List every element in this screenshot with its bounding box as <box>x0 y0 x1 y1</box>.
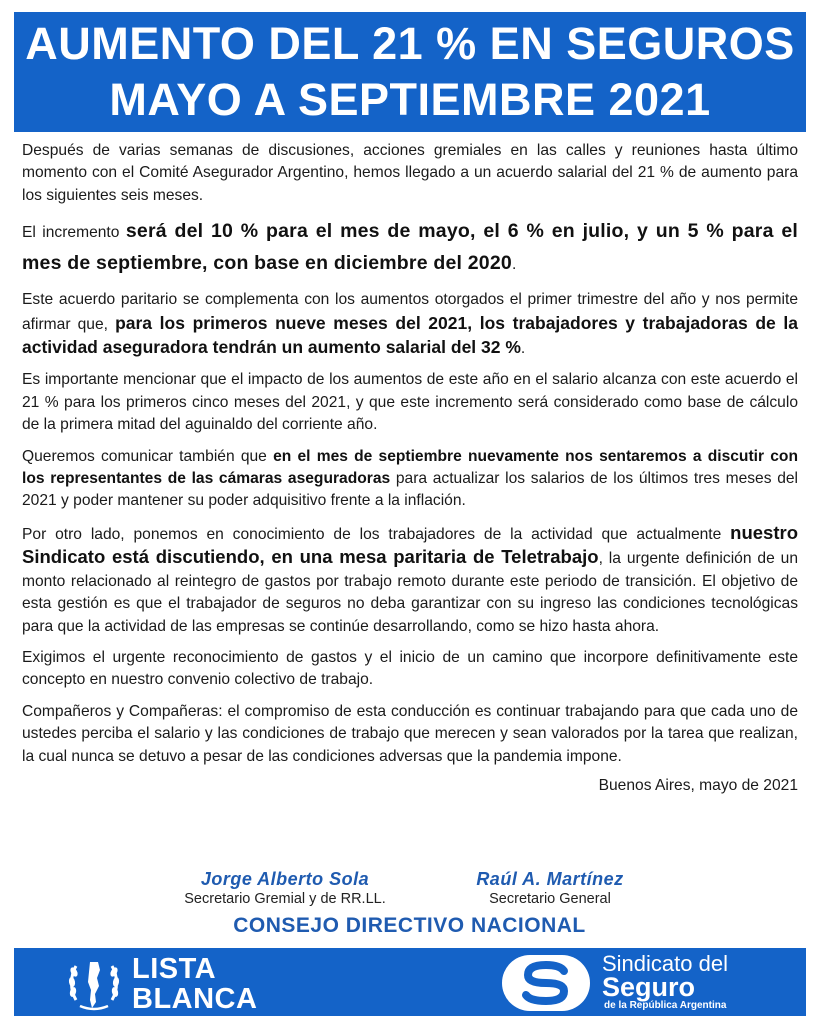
council-name: CONSEJO DIRECTIVO NACIONAL <box>233 914 586 937</box>
signatures <box>0 868 819 912</box>
september-highlight: en el mes de septiembre nuevamente nos sentaremos a discutir con los representantes de las cámaras aseguradoras <box>22 447 798 488</box>
lista-line-2: BLANCA <box>132 983 258 1015</box>
agreement-end: . <box>520 340 526 358</box>
paragraph-telework <box>22 522 798 638</box>
union-name-line-3: de la República Argentina <box>604 1000 727 1011</box>
paragraph-september <box>22 446 798 513</box>
signature-name: Jorge Alberto Sola <box>200 869 370 889</box>
signature-role: Secretario Gremial y de RR.LL. <box>184 891 386 907</box>
paragraph-impact: Es importante mencionar que el impacto de los aumentos de este año en el salario alcanza con este acuerdo el 21 % para los primeros cinco meses del 2021, y que este incremento será considerado como base de cálculo de la primera mitad del aguinaldo del corriente año. <box>22 371 798 434</box>
signoff-date: Buenos Aires, mayo de 2021 <box>598 776 798 794</box>
increment-highlight: será del 10 % para el mes de mayo, el 6 % en julio, y un 5 % para el mes de septiembre, con base en diciembre del 2020 <box>22 220 798 275</box>
increment-lead: El incremento <box>22 224 126 242</box>
argentina-map-laurel-emblem-icon <box>66 956 122 1012</box>
union-name-line-1: Sindicato del <box>602 951 728 976</box>
signature-name: Raúl A. Martínez <box>476 869 624 889</box>
paragraph-agreement <box>22 289 798 360</box>
agreement-highlight: para los primeros nueve meses del 2021, los trabajadores y trabajadoras de la actividad aseguradora tendrán un aumento salarial del 32 % <box>22 312 798 358</box>
paragraph-closing: Compañeros y Compañeras: el compromiso de esta conducción es continuar trabajando para que cada uno de ustedes perciba el salario y las condiciones de trabajo que merecen y sean valorados por la tarea que realizan, la cual nunca se detuvo a pesar de las condiciones adversas que la pandemia impone. <box>22 702 798 765</box>
title-line-2: MAYO A SEPTIEMBRE 2021 <box>109 74 711 125</box>
telework-highlight: nuestro Sindicato está discutiendo, en una mesa paritaria de Teletrabajo <box>22 521 798 568</box>
signature-1 <box>150 868 420 908</box>
signature-2 <box>430 868 670 908</box>
union-name-line-2: Seguro <box>602 972 696 1002</box>
paragraph-increment <box>22 216 798 280</box>
september-end: para actualizar los salarios de los últimos tres meses del 2021 y poder mantener su poder adquisitivo frente a la inflación. <box>22 470 798 510</box>
increment-end: . <box>511 256 517 274</box>
lista-line-1: LISTA <box>132 953 217 985</box>
signature-role: Secretario General <box>489 891 611 907</box>
telework-lead: Por otro lado, ponemos en conocimiento de los trabajadores de la actividad que actualmente <box>22 525 731 543</box>
agreement-lead: Este acuerdo paritario se complementa con los aumentos otorgados el primer trimestre del año y nos permite afirmar que, <box>22 291 798 333</box>
s-logo-icon <box>502 955 590 1011</box>
telework-end: , la urgente definición de un monto relacionado al reintegro de gastos por trabajo remoto durante este periodo de transición. El objetivo de esta gestión es que el trabajador de seguros no deba garantizar con su ingreso las condiciones tecnológicas para que la actividad de las empresas se continúe desarrollando, como se hizo hasta ahora. <box>22 550 798 635</box>
september-lead: Queremos comunicar también que <box>22 447 274 465</box>
lista-blanca <box>132 954 257 1014</box>
body-text <box>22 140 798 797</box>
title-banner <box>14 12 806 132</box>
paragraph-intro: Después de varias semanas de discusiones, acciones gremiales en las calles y reuniones hasta último momento con el Comité Asegurador Argentino, hemos llegado a un acuerdo salarial del 21 % de aumento para los siguientes seis meses. <box>22 142 798 204</box>
footer-banner <box>14 948 806 1016</box>
title-line-1: AUMENTO DEL 21 % EN SEGUROS <box>25 18 795 69</box>
paragraph-demand: Exigimos el urgente reconocimiento de gastos y el inicio de un camino que incorpore definitivamente este concepto en nuestro convenio colectivo de trabajo. <box>22 648 798 689</box>
